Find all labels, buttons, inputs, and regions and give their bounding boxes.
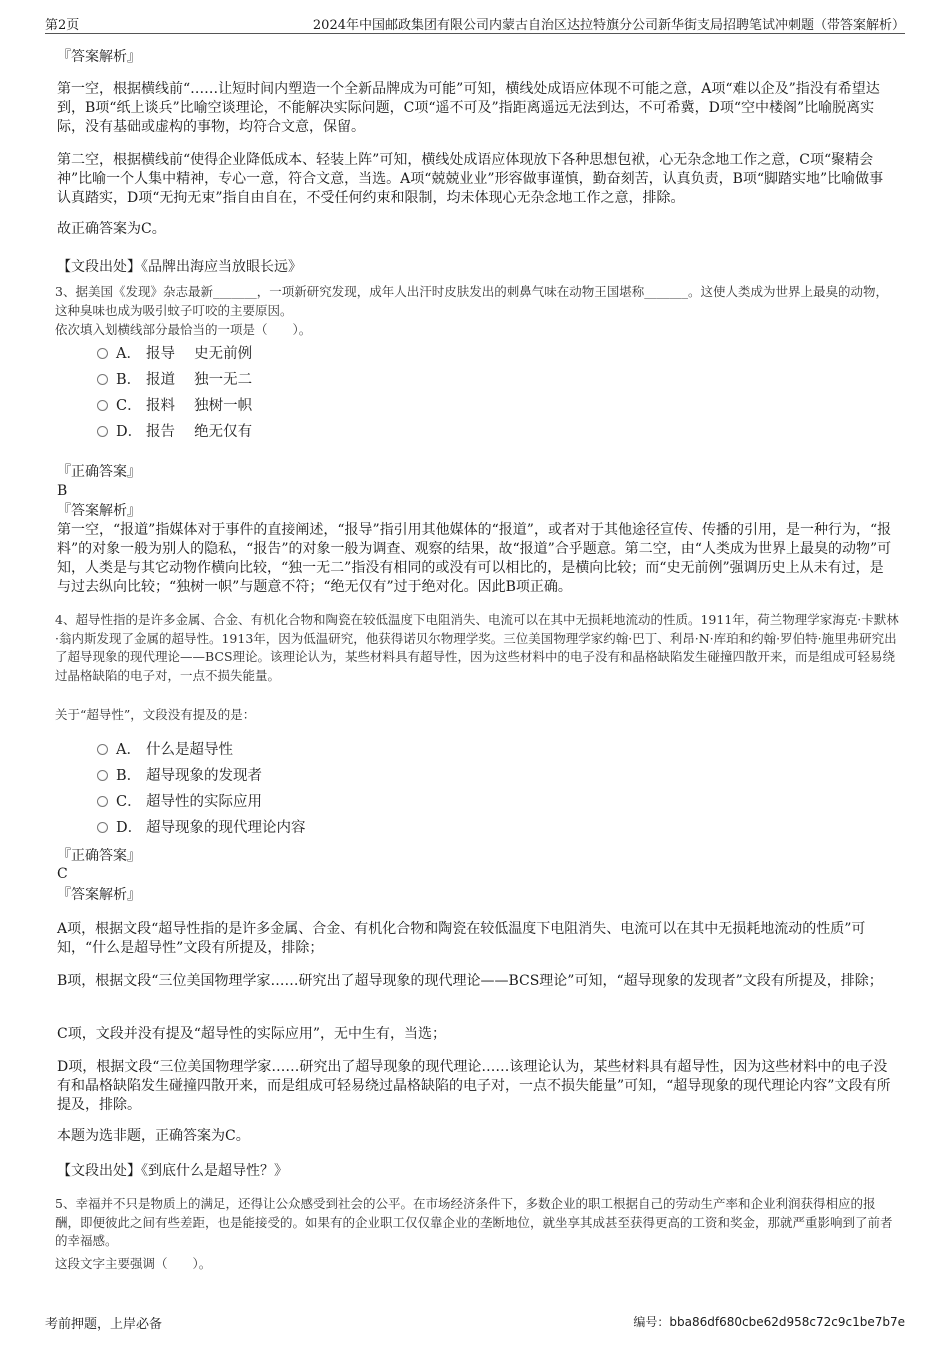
q4-analysis-label: 『答案解析』 <box>57 887 141 903</box>
q2-analysis-label: 『答案解析』 <box>57 49 141 65</box>
q3-option-a[interactable]: A． 报导 史无前例 <box>97 344 252 364</box>
q3-prompt: 依次填入划横线部分最恰当的一项是（ ）。 <box>55 322 312 337</box>
q4-analysis-d: D项，根据文段“三位美国物理学家……研究出了超导现象的现代理论……该理论认为，某些材料具有超导性，因为这些材料中的电子没有和晶格缺陷发生碰撞四散开来，而是组成可轻易绕过晶格缺陷的电子对，一点不损失能量”可知，“超导现象的现代理论内容”文段有所提及，排除。 <box>57 1059 891 1113</box>
q3-option-d[interactable]: D． 报告 绝无仅有 <box>97 422 252 442</box>
radio-icon[interactable] <box>97 744 108 755</box>
q4-conclusion: 本题为选非题，正确答案为C。 <box>57 1128 250 1144</box>
q4-prompt: 关于“超导性”，文段没有提及的是： <box>55 707 256 722</box>
q3-analysis-label: 『答案解析』 <box>57 503 141 519</box>
q3-analysis: 第一空，“报道”指媒体对于事件的直接阐述，“报导”指引用其他媒体的“报道”，或者对于其他途径宣传、传播的引用，是一种行为，“报料”的对象一般为别人的隐私，“报告”的对象一般为调查、观察的结果，故“报道”合乎题意。第二空，由“人类成为世界上最臭的动物”可知，人类是与其它动物作横向比较，“独一无二”指没有相同的或没有可以相比的，是横向比较；而“史无前例”强调历史上从未有过，是与过去纵向比较；“独树一帜”与题意不符；“绝无仅有”过于绝对化。因此B项正确。 <box>57 522 892 595</box>
q2-analysis-paragraph-1: 第一空，根据横线前“……让短时间内塑造一个全新品牌成为可能”可知，横线处成语应体现不可能之意，A项“难以企及”指没有希望达到，B项“纸上谈兵”比喻空谈理论，不能解决实际问题，C项“遥不可及”指距离遥远无法到达，不可希冀，D项“空中楼阁”比喻脱离实际，没有基础或虚构的事物，均符合文意，保留。 <box>57 81 880 135</box>
radio-icon[interactable] <box>97 822 108 833</box>
radio-icon[interactable] <box>97 426 108 437</box>
radio-icon[interactable] <box>97 796 108 807</box>
document-title: 2024年中国邮政集团有限公司内蒙古自治区达拉特旗分公司新华街支局招聘笔试冲刺题（带答案解析） <box>312 18 905 33</box>
q4-analysis-c: C项，文段并没有提及“超导性的实际应用”，无中生有，当选； <box>57 1026 447 1042</box>
page-header <box>45 8 905 34</box>
q4-stem: 4、超导性指的是许多金属、合金、有机化合物和陶瓷在较低温度下电阻消失、电流可以在其中无损耗地流动的性质。1911年，荷兰物理学家海克·卡默林·翁内斯发现了金属的超导性。1913年，因为低温研究，他获得诺贝尔物理学奖。三位美国物理学家约翰·巴丁、利昂·N·库珀和约翰·罗伯特·施里弗研究出了超导现象的现代理论——BCS理论。该理论认为，某些材料具有超导性，因为这些材料中的电子没有和晶格缺陷发生碰撞四散开来，而是组成可轻易绕过晶格缺陷的电子对，一点不损失能量。 <box>55 612 899 683</box>
footer-motto: 考前押题，上岸必备 <box>45 1317 163 1332</box>
q3-option-c[interactable]: C． 报料 独树一帜 <box>97 396 252 416</box>
q4-option-b[interactable]: B． 超导现象的发现者 <box>97 766 262 786</box>
q5-stem: 5、幸福并不只是物质上的满足，还得让公众感受到社会的公平。在市场经济条件下，多数企业的职工根据自己的劳动生产率和企业利润获得相应的报酬，即便彼此之间有些差距，也是能接受的。如果有的企业职工仅仅靠企业的垄断地位，就坐享其成甚至获得更高的工资和奖金，那就严重影响到了前者的幸福感。 <box>55 1196 893 1248</box>
q2-analysis-paragraph-2: 第二空，根据横线前“使得企业降低成本、轻装上阵”可知，横线处成语应体现放下各种思想包袱，心无杂念地工作之意，C项“聚精会神”比喻一个人集中精神，专心一意，符合文意，当选。A项“兢兢业业”形容做事谨慎，勤奋刻苦，认真负责，B项“脚踏实地”比喻做事认真踏实，D项“无拘无束”指自由自在，不受任何约束和限制，均未体现心无杂念地工作之意，排除。 <box>57 152 884 206</box>
q2-conclusion: 故正确答案为C。 <box>57 221 166 237</box>
document-code: 编号：bba86df680cbe62d958c72c9c1be7b7e <box>633 1315 905 1329</box>
q4-option-d[interactable]: D． 超导现象的现代理论内容 <box>97 818 306 838</box>
q3-option-b[interactable]: B． 报道 独一无二 <box>97 370 252 390</box>
q4-answer: C <box>57 866 68 882</box>
page-number: 第2页 <box>45 18 80 33</box>
q5-prompt: 这段文字主要强调（ ）。 <box>55 1256 212 1271</box>
radio-icon[interactable] <box>97 348 108 359</box>
q4-source: 【文段出处】《到底什么是超导性？》 <box>57 1163 288 1179</box>
q3-answer: B <box>57 483 68 499</box>
radio-icon[interactable] <box>97 374 108 385</box>
radio-icon[interactable] <box>97 770 108 781</box>
radio-icon[interactable] <box>97 400 108 411</box>
q4-option-c[interactable]: C． 超导性的实际应用 <box>97 792 262 812</box>
q2-source: 【文段出处】《品牌出海应当放眼长远》 <box>57 259 302 275</box>
q4-analysis-a: A项，根据文段“超导性指的是许多金属、合金、有机化合物和陶瓷在较低温度下电阻消失、电流可以在其中无损耗地流动的性质”可知，“什么是超导性”文段有所提及，排除； <box>57 921 866 956</box>
q4-analysis-b: B项，根据文段“三位美国物理学家……研究出了超导现象的现代理论——BCS理论”可知，“超导现象的发现者”文段有所提及，排除； <box>57 973 883 989</box>
q4-answer-label: 『正确答案』 <box>57 848 141 864</box>
q4-option-a[interactable]: A． 什么是超导性 <box>97 740 233 760</box>
q3-answer-label: 『正确答案』 <box>57 464 141 480</box>
q3-stem: 3、据美国《发现》杂志最新_______，一项新研究发现，成年人出汗时皮肤发出的刺鼻气味在动物王国堪称_______。这使人类成为世界上最臭的动物，这种臭味也成为吸引蚊子叮咬的主要原因。 <box>55 284 888 318</box>
